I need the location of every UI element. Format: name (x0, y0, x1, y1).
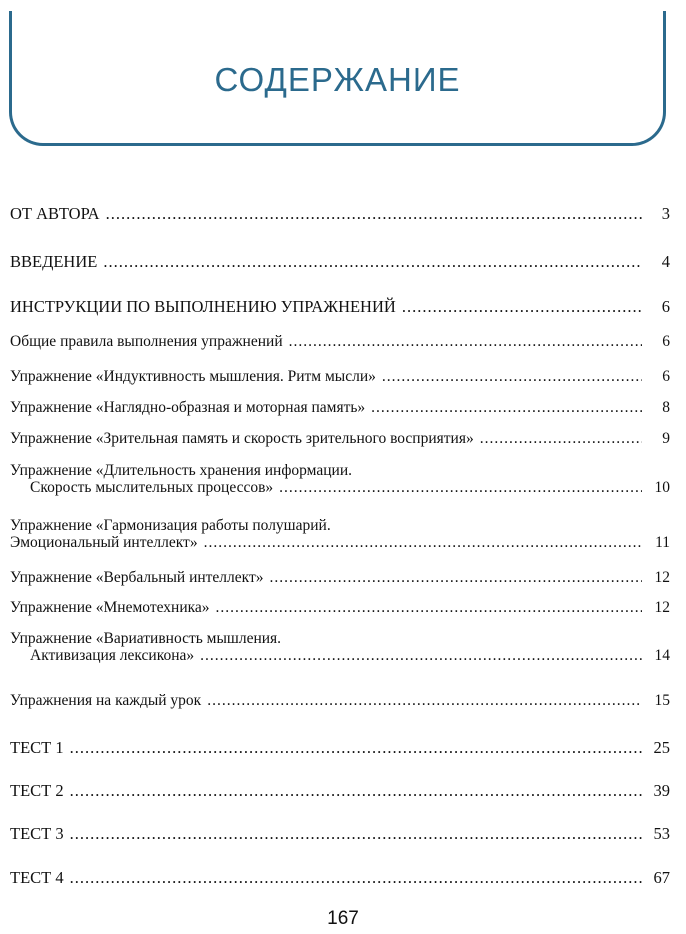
toc-entry-label: ТЕСТ 4 (10, 868, 64, 887)
toc-entry-label: Скорость мыслительных процессов» (30, 479, 274, 496)
toc-entry-label: Упражнения на каждый урок (10, 692, 202, 709)
page-number: 167 (327, 908, 359, 929)
dot-leader (207, 692, 642, 709)
toc-entry-label: Упражнение «Индуктивность мышления. Ритм мысли» (10, 368, 376, 385)
toc-entry-label: ТЕСТ 2 (10, 781, 64, 800)
toc-entry-label: ТЕСТ 1 (10, 738, 64, 757)
toc-entry-exercise-mnemonics[interactable] (10, 599, 670, 616)
toc-entry-general-rules[interactable] (10, 333, 670, 350)
toc-entry-page: 6 (662, 368, 670, 385)
dot-leader (371, 399, 642, 416)
toc-entry-page: 39 (653, 781, 670, 800)
toc-entry-page: 10 (654, 479, 670, 496)
dot-leader (106, 205, 642, 222)
dot-leader (70, 739, 642, 756)
toc-entry-label: ОТ АВТОРА (10, 204, 100, 223)
dot-leader (70, 825, 642, 842)
toc-entry-label-line1: Упражнение «Гармонизация работы полушарий. (10, 517, 331, 534)
toc-entry-label: Активизация лексикона» (30, 647, 195, 664)
toc-entry-page: 6 (661, 297, 670, 316)
toc-entry-exercise-verbal[interactable] (10, 569, 670, 586)
toc-entry-label: ИНСТРУКЦИИ ПО ВЫПОЛНЕНИЮ УПРАЖНЕНИЙ (10, 297, 396, 316)
toc-entry-exercise-hemispheres[interactable] (10, 517, 670, 551)
toc-entry-label-line1: Упражнение «Вариативность мышления. (10, 630, 282, 647)
dot-leader (279, 479, 642, 496)
toc-entry-label: ВВЕДЕНИЕ (10, 252, 98, 271)
dot-leader (70, 869, 642, 886)
toc-entry-page: 25 (653, 738, 670, 757)
toc-entry-test-3[interactable] (10, 825, 670, 842)
dot-leader (70, 782, 642, 799)
dot-leader (204, 534, 642, 551)
toc-entry-page: 53 (653, 824, 670, 843)
dot-leader (480, 430, 642, 447)
toc-entry-page: 11 (655, 534, 670, 551)
dot-leader (382, 368, 642, 385)
toc-entry-page: 6 (662, 333, 670, 350)
toc-entry-page: 3 (661, 204, 670, 223)
toc-entry-page: 8 (662, 399, 670, 416)
page-title: СОДЕРЖАНИЕ (214, 61, 461, 98)
toc-entry-label: Эмоциональный интеллект» (10, 534, 198, 551)
toc-entry-from-author[interactable] (10, 205, 670, 222)
toc-entry-page: 15 (654, 692, 670, 709)
toc-entry-page: 14 (654, 647, 670, 664)
toc-entry-test-1[interactable] (10, 739, 670, 756)
toc-entry-exercise-storage[interactable] (10, 462, 670, 496)
toc-entry-label: Общие правила выполнения упражнений (10, 333, 283, 350)
toc-entry-label: Упражнение «Зрительная память и скорость зрительного восприятия» (10, 430, 474, 447)
toc-entry-page: 4 (661, 252, 670, 271)
toc-entry-exercise-inductive[interactable] (10, 368, 670, 385)
toc-entry-exercise-visual-motor[interactable] (10, 399, 670, 416)
dot-leader (289, 333, 642, 350)
toc-entry-label: Упражнение «Вербальный интеллект» (10, 569, 264, 586)
toc-entry-exercise-visual-memory[interactable] (10, 430, 670, 447)
dot-leader (103, 253, 642, 270)
toc-entry-page: 12 (654, 599, 670, 616)
dot-leader (216, 599, 642, 616)
toc-entry-instructions[interactable] (10, 298, 670, 315)
toc-entry-page: 67 (653, 868, 670, 887)
toc-entry-label-line1: Упражнение «Длительность хранения информации. (10, 462, 352, 479)
toc-entry-page: 12 (654, 569, 670, 586)
toc-entry-daily-exercises[interactable] (10, 692, 670, 709)
dot-leader (200, 647, 642, 664)
toc-entry-page: 9 (662, 430, 670, 447)
toc-entry-test-2[interactable] (10, 782, 670, 799)
dot-leader (270, 569, 642, 586)
toc-entry-label: Упражнение «Наглядно-образная и моторная память» (10, 399, 366, 416)
dot-leader (402, 298, 642, 315)
toc-entry-introduction[interactable] (10, 253, 670, 270)
toc-entry-label: ТЕСТ 3 (10, 824, 64, 843)
toc-entry-exercise-variability[interactable] (10, 630, 670, 664)
toc-entry-label: Упражнение «Мнемотехника» (10, 599, 210, 616)
toc-entry-test-4[interactable] (10, 869, 670, 886)
